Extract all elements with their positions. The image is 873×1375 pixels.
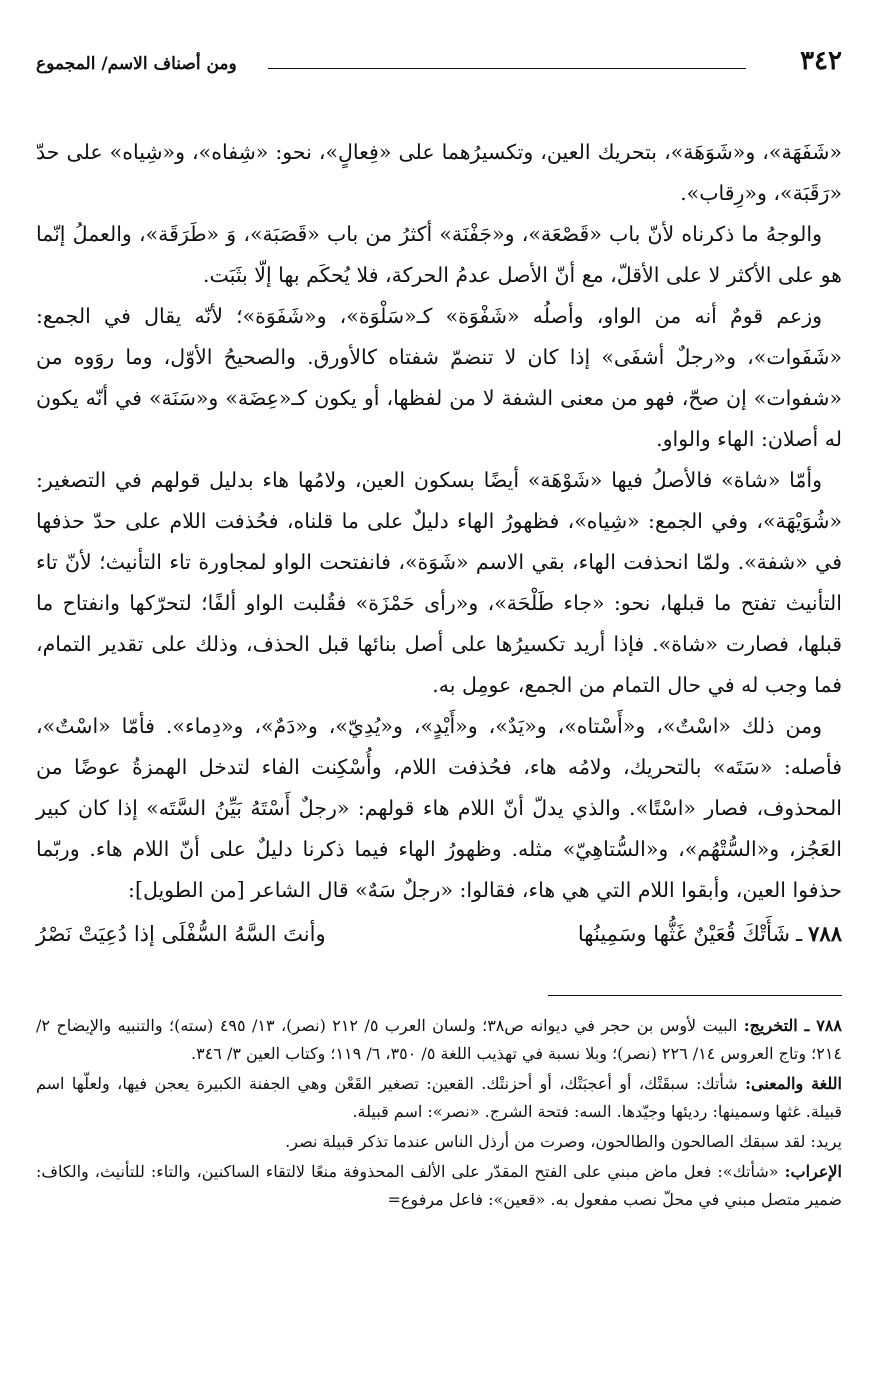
paragraph: وأمّا «شاة» فالأصلُ فيها «شَوْهَة» أيضًا بسكون العين، ولامُها هاء بدليل قولهم في التصغير: «شُوَيْهَة»، وفي الجمع: «شِياه»، فظهورُ الهاء دليلٌ على ما قلناه، فحُذفت اللام على حدّ حذفها في «شفة». ولمّا انحذفت الهاء، بقي الاسم «شَوَة»، فانفتحت الواو لمجاورة تاء التأنيث؛ لأنّ تاء التأنيث تفتح ما قبلها، نحو: «جاء طَلْحَة»، و«رأى حَمْزَة» فقُلبت الواو ألفًا؛ لتحرّكها وانفتاح ما قبلها، فصارت «شاة». فإذا أريد تكسيرُها على أصل بنائها قبل الحذف، وذلك على تقدير التمام، فما وجب له في حال التمام من الجمع، عومِل به. — [36, 468, 842, 697]
footnote-text: «شأتك»: فعل ماض مبني على الفتح المقدّر على الألف المحذوفة منعًا لالتقاء الساكنين، والتاء: للتأنيث، والكاف: ضمير متصل مبني في محلّ نصب مفعول به. «قعين»: فاعل مرفوع= — [36, 1162, 842, 1209]
footnote-label: ٧٨٨ ـ التخريج: — [743, 1016, 842, 1035]
verse-number: ٧٨٨ — [808, 921, 842, 946]
footnote-text: شأتك: سبقَتْك، أو أعجبَتْك، أو أحزنتْك. القعين: تصغير القَعْن وهي الجفنة الكبيرة يعجن فيها، ولعلّها اسم قبيلة. غثها وسمينها: رديئها وجيّدها. السه: فتحة الشرج. «نصر»: اسم قبيلة. — [36, 1074, 842, 1121]
footnote-entry — [36, 1070, 842, 1126]
verse-first-hemistich — [578, 913, 842, 955]
footnote-label: الإعراب: — [784, 1162, 842, 1181]
poetry-verse — [36, 913, 842, 955]
page-header — [36, 46, 842, 86]
paragraph: «شَفَهَة»، و«شَوَهَة»، بتحريك العين، وتكسيرُهما على «فِعالٍ»، نحو: «شِفاه»، و«شِياه» على حدّ «رَقَبَة»، و«رِقاب». — [36, 140, 842, 205]
section-title: ومن أصناف الاسم/ المجموع — [36, 54, 237, 74]
verse-second-half: وأنتَ السَّهُ السُّفْلَى إذا دُعِيَتْ نَصْرُ — [36, 922, 326, 946]
paragraph: والوجهُ ما ذكرناه لأنّ باب «قَصْعَة»، و«جَفْنَة» أكثرُ من باب «قَصَبَة»، وَ «طَرَقَة»، والعملُ إنّما هو على الأكثر لا على الأقلّ، مع أنّ الأصل عدمُ الحركة، فلا يُحكَم بها إلّا بثَبَت. — [36, 222, 842, 287]
footnote-label: اللغة والمعنى: — [745, 1074, 843, 1093]
verse-first-half: شَأَتْكَ قُعَيْنٌ غَثُّها وسَمِينُها — [577, 922, 790, 946]
page-number: ٣٤٢ — [800, 46, 842, 76]
main-text — [36, 132, 842, 955]
footnote-rule — [548, 995, 842, 996]
footnote-entry — [36, 1158, 842, 1214]
footnote-entry — [36, 1128, 842, 1156]
header-rule — [268, 68, 746, 69]
paragraph: وزعم قومٌ أنه من الواو، وأصلُه «شَفْوَة» كـ«سَلْوَة»، و«شَفَوَة»؛ لأنّه يقال في الجمع: «شَفَوات»، و«رجلٌ أشفَى» إذا كان لا تنضمّ شفتاه كالأورق. والصحيحُ الأوّل، وما روَوه من «شفوات» إن صحّ، فهو من معنى الشفة لا من لفظها، أو يكون كـ«عِضَة» و«سَنَة» في أنّه يكون له أصلان: الهاء والواو. — [36, 304, 842, 451]
footnote-text: البيت لأوس بن حجر في ديوانه ص٣٨؛ ولسان العرب ٥/ ٢١٢ (نصر)، ١٣/ ٤٩٥ (سته)؛ والتنبيه والإيضاح ٢/ ٢١٤؛ وتاج العروس ١٤/ ٢٢٦ (نصر)؛ وبلا نسبة في تهذيب اللغة ٥/ ٣٥٠، ٦/ ١١٩؛ وكتاب العين ٣/ ٣٤٦. — [36, 1016, 842, 1063]
book-page — [36, 46, 842, 1346]
verse-dash: ـ — [796, 922, 803, 946]
footnotes — [36, 1012, 842, 1214]
footnote-entry — [36, 1012, 842, 1068]
paragraph: ومن ذلك «اسْتٌ»، و«أَسْتاه»، و«يَدٌ»، و«أَيْدٍ»، و«يُدِيّ»، و«دَمٌ»، و«دِماء». فأمّا «اسْتٌ»، فأصله: «سَتَه» بالتحريك، ولامُه هاء، فحُذفت اللام، وأُسْكِنت الفاء لتدخل الهمزةُ عوضًا من المحذوف، فصار «اسْتًا». والذي يدلّ أنّ اللام هاء قولهم: «رجلٌ أَسْتَهُ بَيِّنُ السَّتَه» إذا كان كبير العَجُز، و«السُّتْهُم»، و«السُّتاهِيّ» مثله. وظهورُ الهاء فيما ذكرنا دليلٌ على أنّ اللام هاء. وربّما حذفوا العين، وأبقوا اللام التي هي هاء، فقالوا: «رجلٌ سَهٌ» قال الشاعر [من الطويل]: — [36, 714, 842, 902]
footnote-text: يريد: لقد سبقك الصالحون والطالحون، وصرت من أرذل الناس عندما تذكر قبيلة نصر. — [285, 1132, 842, 1151]
